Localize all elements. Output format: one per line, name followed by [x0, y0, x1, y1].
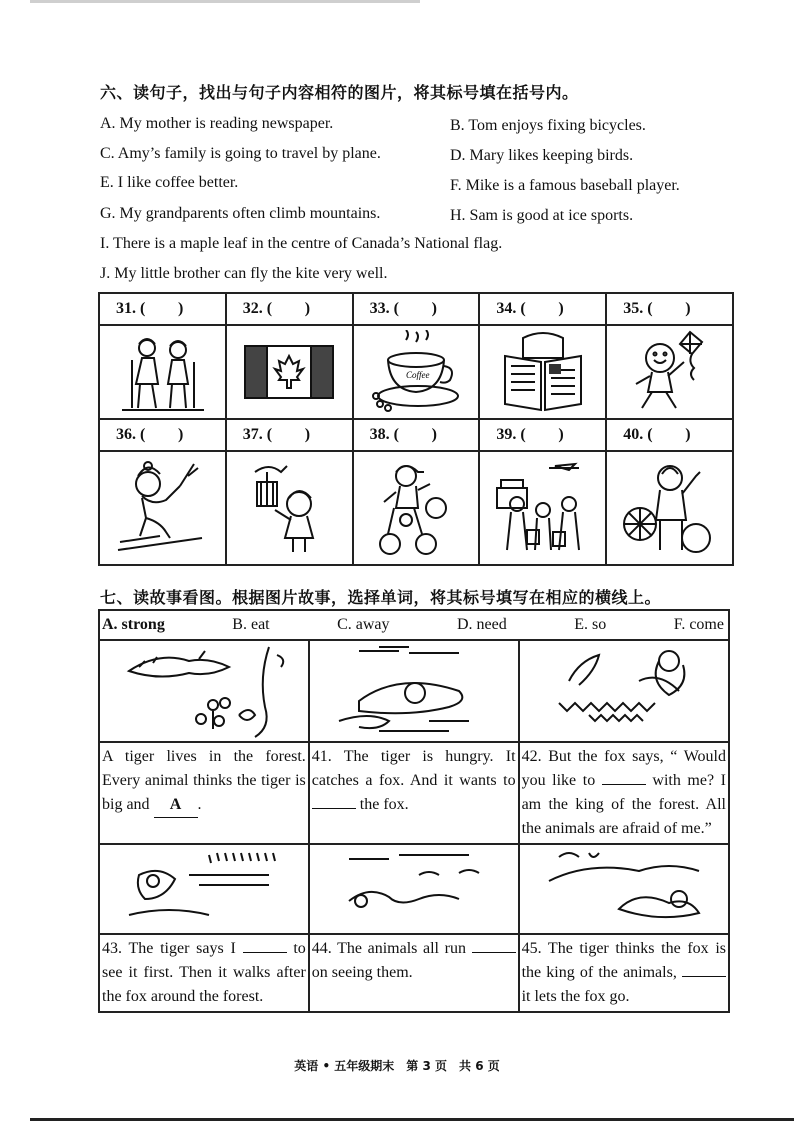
newspaper-reader-icon	[479, 325, 606, 419]
story-text-44: 44. The animals all run on seeing them.	[309, 934, 519, 1012]
sentence-g: G. My grandparents often climb mountains.	[100, 205, 381, 222]
kite-boy-icon	[606, 325, 733, 419]
answer-33[interactable]: 33. ( )	[353, 293, 480, 325]
option-e: E. so	[574, 616, 607, 633]
family-travel-icon	[479, 451, 606, 565]
answer-39[interactable]: 39. ( )	[479, 419, 606, 451]
sentence-d: D. Mary likes keeping birds.	[450, 147, 634, 164]
picture-match-grid	[98, 292, 734, 566]
story-image-1	[99, 640, 309, 742]
answer-blank-43[interactable]	[243, 952, 287, 953]
story-text-45: 45. The tiger thinks the fox is the king of the animals, it lets the fox go.	[519, 934, 729, 1012]
coffee-cup-icon	[353, 325, 480, 419]
picture-row-2	[99, 451, 733, 565]
answer-37[interactable]: 37. ( )	[226, 419, 353, 451]
climbing-couple-icon	[99, 325, 226, 419]
story-image-4	[99, 844, 309, 934]
story-text-43: 43. The tiger says I to see it first. Then it walks after the fox around the forest.	[99, 934, 309, 1012]
story-image-3	[519, 640, 729, 742]
section7-title: 七、读故事看图。根据图片故事，选择单词，将其标号填写在相应的横线上。	[100, 588, 662, 607]
answer-blank-example[interactable]: A	[154, 793, 198, 818]
top-border-line	[30, 0, 420, 3]
answer-38[interactable]: 38. ( )	[353, 419, 480, 451]
skier-icon	[99, 451, 226, 565]
answer-31[interactable]: 31. ( )	[99, 293, 226, 325]
answer-35[interactable]: 35. ( )	[606, 293, 733, 325]
sentence-a: A. My mother is reading newspaper.	[100, 115, 334, 132]
story-image-2	[309, 640, 519, 742]
option-f: F. come	[673, 616, 724, 633]
sentence-f: F. Mike is a famous baseball player.	[450, 177, 680, 194]
story-image-5	[309, 844, 519, 934]
sentence-i: I. There is a maple leaf in the centre of Canada’s National flag.	[100, 235, 503, 252]
bicycle-fixer-icon	[606, 451, 733, 565]
option-c: C. away	[337, 616, 390, 633]
answer-blank-42[interactable]	[602, 784, 646, 785]
answer-blank-44[interactable]	[472, 952, 516, 953]
number-row-2	[99, 419, 733, 451]
page-footer: 英语 • 五年级期末 第 3 页 共 6 页	[294, 1059, 500, 1073]
sentence-b: B. Tom enjoys fixing bicycles.	[450, 117, 646, 134]
story-text-41: 41. The tiger is hungry. It catches a fox. And it wants to the fox.	[309, 742, 519, 844]
bird-cage-girl-icon	[226, 451, 353, 565]
story-grid	[98, 639, 730, 1013]
word-options-box	[98, 609, 730, 641]
story-text-intro: A tiger lives in the forest. Every animal thinks the tiger is big and A .	[99, 742, 309, 844]
number-row-1	[99, 293, 733, 325]
option-d: D. need	[457, 616, 507, 633]
answer-blank-45[interactable]	[682, 976, 726, 977]
answer-40[interactable]: 40. ( )	[606, 419, 733, 451]
sentence-c: C. Amy’s family is going to travel by plane.	[100, 145, 381, 162]
canada-flag-icon	[226, 325, 353, 419]
sentence-j: J. My little brother can fly the kite very well.	[100, 265, 388, 282]
svg-text:Coffee: Coffee	[405, 370, 430, 380]
sentence-h: H. Sam is good at ice sports.	[450, 207, 634, 224]
answer-36[interactable]: 36. ( )	[99, 419, 226, 451]
baseball-player-icon	[353, 451, 480, 565]
answer-blank-41[interactable]	[312, 808, 356, 809]
option-a: A. strong	[102, 616, 165, 633]
picture-row-1	[99, 325, 733, 419]
answer-34[interactable]: 34. ( )	[479, 293, 606, 325]
story-text-42: 42. But the fox says, “ Would you like to with me? I am the king of the forest. All the animals are afraid of me.”	[519, 742, 729, 844]
option-b: B. eat	[232, 616, 270, 633]
section6-title: 六、读句子，找出与句子内容相符的图片，将其标号填在括号内。	[100, 83, 579, 102]
sentence-e: E. I like coffee better.	[100, 174, 239, 191]
bottom-border-line	[30, 1118, 794, 1121]
answer-32[interactable]: 32. ( )	[226, 293, 353, 325]
story-image-6	[519, 844, 729, 934]
